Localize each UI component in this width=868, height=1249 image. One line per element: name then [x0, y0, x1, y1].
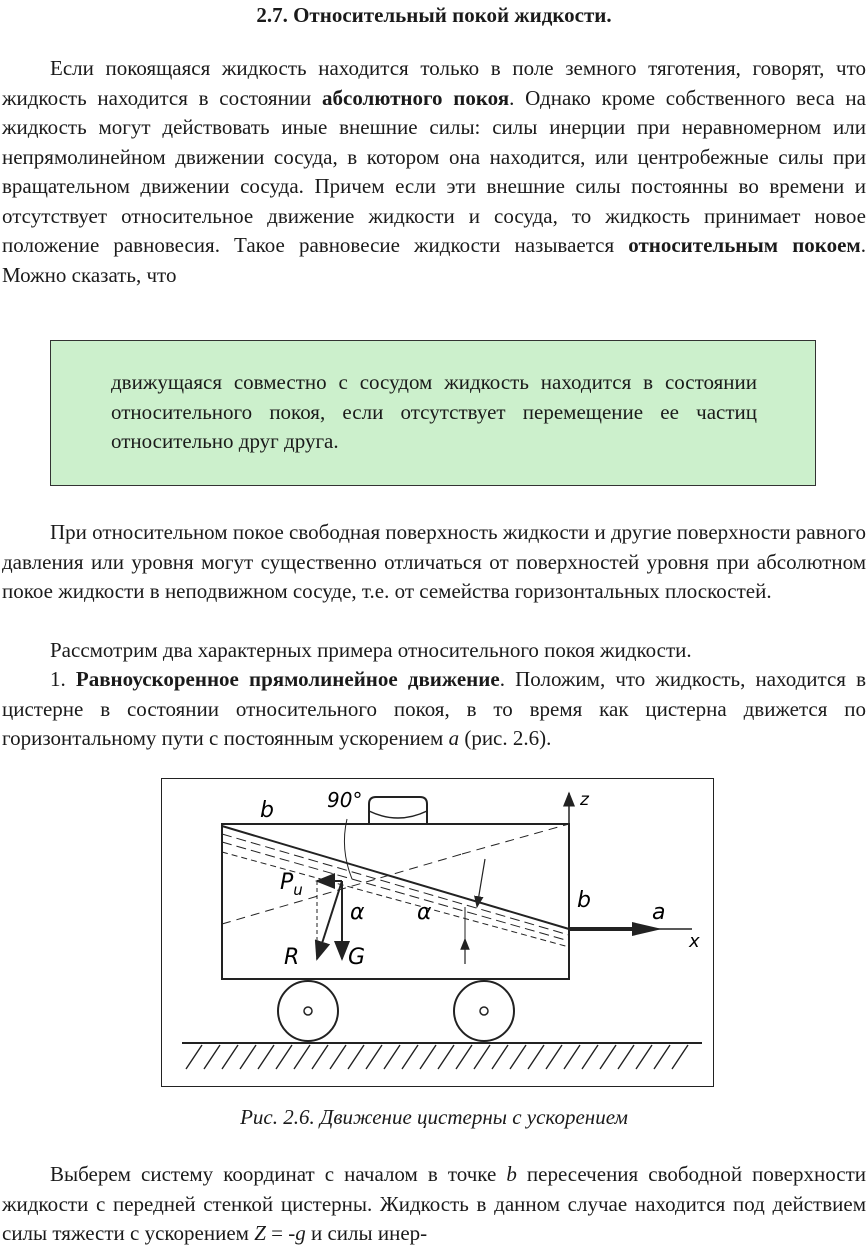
list-number: 1. [50, 667, 76, 691]
label-b-left: b [260, 798, 274, 823]
para1-text-2: . Однако кроме собственного веса на жидкость могут действовать иные внешние силы: силы инерции при неравномерном или непрямолинейном движении сосуда, в котором она находится, или центробежные силы при вращательном движении сосуда. Причем если эти внешние силы постоянны во времени и отсутствует относительное движение жидкости и сосуда, то жидкость принимает новое положение равновесия. Такое равновесие жидкости называется [2, 85, 866, 257]
definition-text: движущаяся совместно с сосудом жидкость находится в состоянии относительного покоя, если отсутствует перемещение ее частиц относительно друг друга. [111, 370, 757, 453]
paragraph-level-surfaces [2, 518, 866, 607]
level-surface-1 [222, 834, 569, 935]
wheel-left [278, 981, 338, 1041]
equation-sign: = - [265, 1221, 296, 1245]
paragraph-absolute-rest [2, 54, 866, 290]
para2-text: При относительном покое свободная поверхность жидкости и другие поверхности равного давления или уровня могут существенно отличаться от поверхностей уровня при абсолютном покое жидкости в неподвижном сосуде, т.е. от семейства горизонтальных плоскостей. [2, 520, 866, 603]
var-g: g [295, 1221, 306, 1245]
var-z: Z [254, 1221, 266, 1245]
para4-text-1: . Положим, что жидкость, находится в цистерне в состоянии относительного покоя, в то время как цистерна движется по горизонтальному пути с постоянным ускорением [2, 667, 867, 750]
label-acceleration-a: a [652, 900, 666, 925]
construction-line-2 [462, 824, 569, 854]
wheel-right [454, 981, 514, 1041]
figure-tank-acceleration [161, 778, 714, 1087]
angle-arrow-top [477, 859, 485, 907]
para1-text-3: . Можно сказать, что [2, 233, 866, 287]
paragraph-coordinate-system [2, 1160, 866, 1249]
label-alpha-force: α [350, 900, 365, 925]
label-x-axis: x [689, 931, 700, 952]
para4-text-2: (рис. 2.6). [459, 726, 552, 750]
var-a: a [448, 726, 460, 750]
acceleration-arrow [569, 922, 662, 936]
para1-text-1: Если покоящаяся жидкость находится только в поле земного тяготения, говорят, что жидкость находится в состоянии [2, 56, 866, 110]
level-surface-2 [222, 842, 569, 941]
term-relative-rest: относительным покоем [628, 233, 861, 257]
label-resultant-r: R [284, 945, 300, 970]
para5-text-3: и силы инер- [305, 1221, 428, 1245]
wheel-left-hub [304, 1007, 312, 1015]
free-surface-line [222, 826, 569, 929]
definition-callout [50, 340, 816, 486]
label-z-axis: z [580, 790, 589, 810]
label-gravity-g: G [348, 945, 366, 970]
term-uniform-acceleration: Равноускоренное прямолинейное движение [75, 667, 500, 691]
label-alpha-surface: α [417, 900, 432, 925]
para3-text: Рассмотрим два характерных примера относительного покоя жидкости. [50, 638, 692, 662]
tank-hatch [369, 797, 427, 824]
label-right-angle: 90° [327, 788, 363, 812]
var-b: b [506, 1162, 517, 1186]
para5-text-1: Выберем систему координат с началом в точке [50, 1162, 507, 1186]
ground-hatching [186, 1045, 688, 1069]
label-pu: $P_u$ [280, 870, 303, 899]
paragraph-two-examples [2, 636, 866, 666]
label-b-right: b [577, 888, 591, 913]
para5-text-2: пересечения свободной поверхности жидкости с передней стенкой цистерны. Жидкость в данном случае находится под действием силы тяжести с ускорением [2, 1162, 867, 1245]
term-absolute-rest: абсолютного покоя [322, 85, 510, 110]
hatch-curve [369, 811, 427, 818]
level-surface-3 [222, 852, 569, 947]
paragraph-uniform-acceleration [2, 665, 866, 754]
tank-body [222, 824, 569, 979]
wheel-right-hub [480, 1007, 488, 1015]
figure-caption: Рис. 2.6. Движение цистерны с ускорением [240, 1105, 628, 1129]
tank-diagram [162, 779, 715, 1088]
section-title: 2.7. Относительный покой жидкости. [256, 3, 612, 27]
